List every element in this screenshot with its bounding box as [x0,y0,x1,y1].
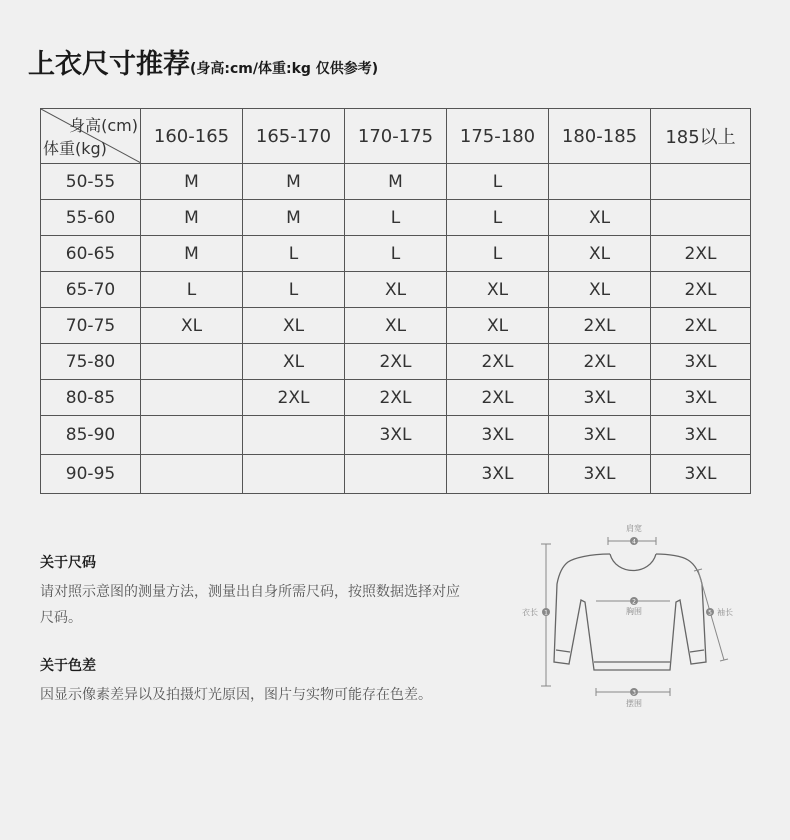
length-number: 1 [544,609,548,617]
size-chart-table [40,108,751,494]
title-main: 上衣尺寸推荐 [28,49,190,80]
sleeve-number: 5 [708,609,712,617]
size-cell: 2XL [549,308,651,344]
title-subtitle: (身高:cm/体重:kg 仅供参考) [190,61,379,77]
size-cell: L [243,236,345,272]
size-cell: L [345,236,447,272]
length-marker [522,607,550,617]
column-header: 165-170 [243,109,345,164]
size-cell [141,416,243,455]
size-cell: 3XL [651,344,751,380]
table-row [41,416,751,455]
size-cell: M [243,164,345,200]
size-cell: L [141,272,243,308]
shoulder-label: 肩宽 [626,524,642,533]
column-header: 180-185 [549,109,651,164]
size-cell: XL [549,272,651,308]
table-header-row [41,109,751,164]
weight-cell: 85-90 [41,416,141,455]
weight-cell: 60-65 [41,236,141,272]
size-cell: M [141,236,243,272]
table-row [41,272,751,308]
hem-label: 摆围 [626,699,642,708]
size-info-heading: 关于尺码 [40,555,96,571]
size-cell: L [345,200,447,236]
size-cell: 2XL [345,380,447,416]
size-cell: 2XL [447,380,549,416]
size-cell: L [447,200,549,236]
column-header: 185以上 [651,109,751,164]
length-label: 衣长 [522,608,538,617]
size-cell: XL [549,236,651,272]
column-header: 170-175 [345,109,447,164]
table-row [41,200,751,236]
size-cell: 2XL [651,272,751,308]
table-row [41,344,751,380]
size-cell: 3XL [447,416,549,455]
page-title [28,42,378,81]
size-cell: 3XL [345,416,447,455]
table-row [41,236,751,272]
sleeve-label: 袖长 [717,608,733,617]
table-row [41,455,751,494]
table-corner-cell [41,109,141,164]
size-cell: 3XL [651,416,751,455]
size-cell [345,455,447,494]
color-info-heading: 关于色差 [40,658,96,674]
weight-cell: 75-80 [41,344,141,380]
size-cell [549,164,651,200]
weight-cell: 90-95 [41,455,141,494]
table-row [41,164,751,200]
size-cell: L [243,272,345,308]
size-cell [141,380,243,416]
sweater-measurement-diagram [510,520,750,715]
corner-weight-label: 体重(kg) [43,139,107,158]
hem-number: 3 [632,689,636,697]
weight-cell: 50-55 [41,164,141,200]
chest-label: 胸围 [626,607,642,616]
table-row [41,380,751,416]
size-cell: 3XL [549,455,651,494]
size-info-text: 请对照示意图的测量方法，测量出自身所需尺码，按照数据选择对应尺码。 [40,584,460,626]
size-cell: XL [549,200,651,236]
hem-marker [626,688,642,708]
size-cell: 2XL [549,344,651,380]
size-cell: XL [345,308,447,344]
weight-cell: 70-75 [41,308,141,344]
size-cell: XL [141,308,243,344]
size-cell [243,416,345,455]
chest-marker [626,597,642,616]
chest-number: 2 [632,598,636,606]
weight-cell: 65-70 [41,272,141,308]
size-cell: XL [345,272,447,308]
size-cell: M [243,200,345,236]
size-cell: L [447,164,549,200]
size-cell: 2XL [345,344,447,380]
color-info-text: 因显示像素差异以及拍摄灯光原因，图片与实物可能存在色差。 [40,687,432,703]
size-cell: M [345,164,447,200]
size-cell: XL [447,272,549,308]
size-cell: 3XL [549,380,651,416]
size-cell: 2XL [651,236,751,272]
size-cell: XL [243,344,345,380]
table-row [41,308,751,344]
size-cell: 3XL [651,455,751,494]
column-header: 160-165 [141,109,243,164]
corner-height-label: 身高(cm) [69,116,138,135]
size-cell [651,164,751,200]
size-cell [141,344,243,380]
weight-cell: 80-85 [41,380,141,416]
size-cell: 3XL [549,416,651,455]
size-cell: XL [243,308,345,344]
size-cell: 2XL [651,308,751,344]
sleeve-marker [706,607,733,617]
size-cell: 2XL [243,380,345,416]
size-cell: XL [447,308,549,344]
weight-cell: 55-60 [41,200,141,236]
size-cell [141,455,243,494]
size-cell: M [141,200,243,236]
column-header: 175-180 [447,109,549,164]
shoulder-number: 4 [632,538,636,546]
shoulder-marker [626,523,642,546]
size-cell: L [447,236,549,272]
size-cell: 2XL [447,344,549,380]
size-cell: 3XL [651,380,751,416]
size-cell: M [141,164,243,200]
size-cell [651,200,751,236]
size-cell [243,455,345,494]
size-cell: 3XL [447,455,549,494]
